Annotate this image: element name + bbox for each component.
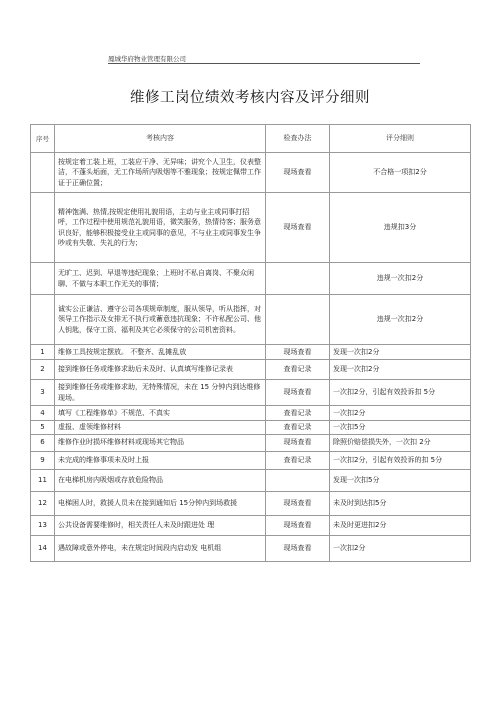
row-content: 未完成的维修事项未及时上报 <box>55 451 266 469</box>
row-score: 一次扣2分 <box>330 535 471 561</box>
table-row <box>31 380 471 406</box>
row-content: 无旷工、迟到、早退等违纪现象；上班时不私自离岗、不聚众闲聊、不做与本职工作无关的事情； <box>55 263 266 295</box>
column-header-content: 考核内容 <box>55 125 266 153</box>
row-method <box>266 295 330 345</box>
row-method: 现场查看 <box>266 380 330 406</box>
table-header-row <box>31 125 471 153</box>
row-score: 不合格一项扣2分 <box>330 153 471 193</box>
row-content: 虚报、虚领维修材料 <box>55 421 266 435</box>
row-content: 遇故障或意外停电，未在规定时间段内启动发 电机组 <box>55 535 266 561</box>
row-content: 电梯困人时，救援人员未在接到通知后 15分钟内到场救援 <box>55 491 266 515</box>
row-content: 诚实公正谦洁、遵守公司各项规章制度，服从领导，听从指挥，对领导工作指示及女排无不执行或蓄意违抗现象；不许私配公司、他人钥匙，保守工资、福利及其它必须保守的公司机密资料。 <box>55 295 266 345</box>
row-method: 查看记录 <box>266 421 330 435</box>
column-header-method: 检查办法 <box>266 125 330 153</box>
row-method: 现场查看 <box>266 434 330 451</box>
table-row <box>31 295 471 345</box>
row-content: 精神饱满、热情,按规定使用礼貌用语，主动与业主或同事打招呼，工作过程中使用规范礼貌用语，微笑服务，热情待客；服务意识良好，能够积极接受业主或同事的意见，不与业主或同事发生争吵或有失敬、失礼的行为； <box>55 193 266 263</box>
row-seq: 13 <box>31 515 55 535</box>
column-header-seq: 序号 <box>31 125 55 153</box>
row-score: 未及时到达扣5分 <box>330 491 471 515</box>
row-method: 查看记录 <box>266 360 330 380</box>
row-method: 查看记录 <box>266 451 330 469</box>
row-seq: 12 <box>31 491 55 515</box>
row-content: 填写《工程维修单》不规范、不真实 <box>55 406 266 421</box>
row-score: 违规扣3分 <box>330 193 471 263</box>
row-seq: 5 <box>31 421 55 435</box>
row-score: 一次扣2分，引起有效投诉的扣 5分 <box>330 451 471 469</box>
table-row <box>31 515 471 535</box>
row-content: 维修工具按规定摆放。 不整齐、乱摊乱放 <box>55 345 266 360</box>
row-content: 接到维修任务或维修求助，无特殊情况，未在 15 分钟内到达维修现场。 <box>55 380 266 406</box>
row-method <box>266 469 330 491</box>
table-row <box>31 360 471 380</box>
row-content: 按规定着工装上班，工装应干净、无异味；讲究个人卫生，仪表整洁，不蓬头垢面，无工作场所内吸烟等不雅现象；按规定佩带工作证于正确位置； <box>55 153 266 193</box>
row-seq: 1 <box>31 345 55 360</box>
row-score: 一次扣5分 <box>330 421 471 435</box>
row-score: 未及时更进扣2分 <box>330 515 471 535</box>
table-row <box>31 451 471 469</box>
row-score: 违规一次扣2分 <box>330 295 471 345</box>
row-seq: 6 <box>31 434 55 451</box>
row-score: 违规一次扣2分 <box>330 263 471 295</box>
row-seq <box>31 295 55 345</box>
table-row <box>31 421 471 435</box>
row-method: 现场查看 <box>266 515 330 535</box>
table-row <box>31 491 471 515</box>
header-divider <box>108 63 420 64</box>
row-content: 维修作业时损坏维修材料或现场其它物品 <box>55 434 266 451</box>
column-header-score: 评分细则 <box>330 125 471 153</box>
table-row <box>31 406 471 421</box>
row-content: 公共设备需要维修时，相关责任人未及时跟进处 理 <box>55 515 266 535</box>
row-seq: 14 <box>31 535 55 561</box>
row-seq: 9 <box>31 451 55 469</box>
row-method <box>266 263 330 295</box>
row-seq <box>31 193 55 263</box>
row-method: 现场查看 <box>266 345 330 360</box>
row-seq: 4 <box>31 406 55 421</box>
row-method: 现场查看 <box>266 491 330 515</box>
table-row <box>31 434 471 451</box>
row-method: 查看记录 <box>266 406 330 421</box>
table-row <box>31 535 471 561</box>
company-name: 鳳城华府物业管理有限公司 <box>108 55 186 63</box>
document-title: 维修工岗位绩效考核内容及评分细则 <box>130 90 370 106</box>
row-score: 除照价赔偿损失外，一次扣 2分 <box>330 434 471 451</box>
row-score: 一次扣2分，引起有效投诉扣 5分 <box>330 380 471 406</box>
table-row <box>31 193 471 263</box>
row-seq: 11 <box>31 469 55 491</box>
row-score: 发现一次扣2分 <box>330 360 471 380</box>
row-score: 发现一次扣5分 <box>330 469 471 491</box>
row-content: 在电梯机房内吸烟或存放危险物品 <box>55 469 266 491</box>
row-score: 一次扣2分 <box>330 406 471 421</box>
table-row <box>31 469 471 491</box>
row-seq: 2 <box>31 360 55 380</box>
row-seq <box>31 263 55 295</box>
row-seq: 3 <box>31 380 55 406</box>
assessment-table <box>30 124 471 562</box>
row-content: 接到维修任务或维修求助后未及时、认真填写维修记录表 <box>55 360 266 380</box>
table-row <box>31 153 471 193</box>
row-method: 现场查看 <box>266 535 330 561</box>
table-row <box>31 345 471 360</box>
row-seq <box>31 153 55 193</box>
row-score: 发现一次扣2分 <box>330 345 471 360</box>
row-method: 现场查看 <box>266 153 330 193</box>
row-method: 现场查看 <box>266 193 330 263</box>
table-row <box>31 263 471 295</box>
